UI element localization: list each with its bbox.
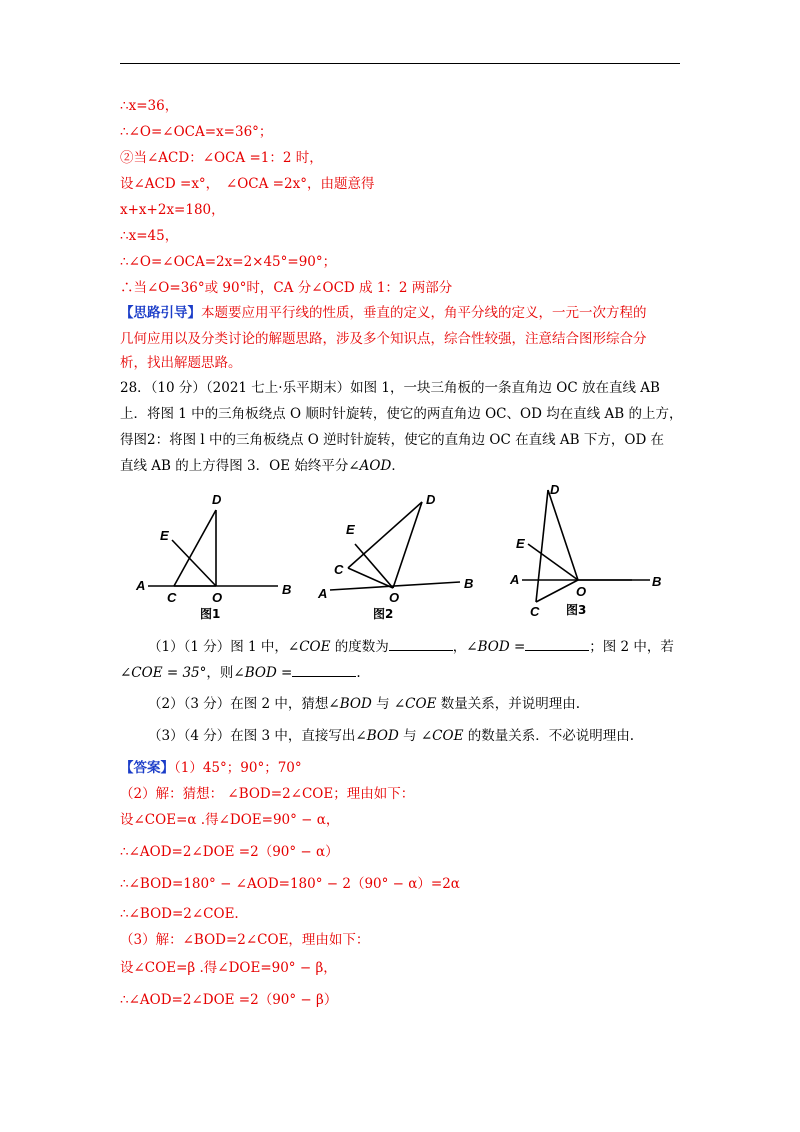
fig1-label-a: A bbox=[136, 578, 146, 593]
fig2-caption: 图2 bbox=[373, 607, 394, 621]
q2-text: （2）（3 分）在图 2 中，猜想 bbox=[148, 696, 329, 712]
angle-bod: ∠BOD = bbox=[233, 665, 293, 681]
question-2 bbox=[148, 694, 580, 714]
answer-line: （2）解：猜想： ∠BOD=2∠COE；理由如下： bbox=[120, 786, 415, 802]
answer-blank[interactable] bbox=[292, 662, 356, 677]
answer-line: ∴∠AOD=2∠DOE =2（90° − α） bbox=[120, 844, 339, 860]
solution-line: ②当∠ACD：∠OCA =1：2 时， bbox=[120, 150, 323, 166]
solution-line: ∴当∠O=36°或 90°时，CA 分∠OCD 成 1：2 两部分 bbox=[120, 280, 453, 296]
solution-line: ∴∠O=∠OCA=x=36°； bbox=[120, 124, 273, 140]
figure-2 bbox=[330, 502, 460, 590]
q3-text: （3）（4 分）在图 3 中，直接写出 bbox=[148, 728, 356, 744]
q3-text: 与 bbox=[398, 728, 421, 744]
guide-paragraph-line-1 bbox=[120, 303, 647, 323]
fig2-label-d: D bbox=[426, 492, 436, 507]
angle-coe: ∠COE bbox=[420, 728, 464, 744]
problem-text: 直线 AB 的上方得图 3．OE 始终平分 bbox=[120, 458, 349, 474]
answer-line-1 bbox=[120, 758, 302, 778]
answer-line: 设∠COE=α .得∠DOE=90° − α， bbox=[120, 812, 340, 828]
q1-text: ，则 bbox=[206, 665, 234, 681]
triangle-leg-od bbox=[548, 490, 578, 580]
fig3-label-c: C bbox=[530, 604, 540, 619]
solution-line: x+x+2x=180， bbox=[120, 202, 225, 218]
q1-text: （1）（1 分）图 1 中， bbox=[148, 639, 288, 655]
solution-line: ∴x=36， bbox=[120, 98, 179, 114]
fig2-label-e: E bbox=[346, 522, 355, 537]
fig3-label-b: B bbox=[652, 574, 662, 589]
answer-line: ∴∠BOD=2∠COE. bbox=[120, 906, 239, 922]
answer-line: （3）解：∠BOD=2∠COE，理由如下： bbox=[120, 932, 370, 948]
fig2-label-o: O bbox=[389, 590, 400, 605]
solution-line: ∴x=45， bbox=[120, 228, 179, 244]
angle-coe: ∠COE bbox=[287, 639, 331, 655]
problem-line-3: 得图2：将图 l 中的三角板绕点 O 逆时针旋转，使它的直角边 OC 在直线 AB 下方，OD 在 bbox=[120, 432, 665, 448]
solution-line: ∴∠O=∠OCA=2x=2×45°=90°； bbox=[120, 254, 337, 270]
question-3 bbox=[148, 726, 634, 746]
triangle-leg-oc bbox=[348, 568, 393, 588]
triangle-leg-cd bbox=[536, 490, 548, 602]
question-1-line-2 bbox=[120, 662, 361, 683]
q1-text: ， bbox=[452, 639, 467, 655]
fig1-label-o: O bbox=[212, 590, 223, 605]
guide-paragraph-line-2: 几何应用以及分类讨论的解题思路，涉及多个知识点，综合性较强，注意结合图形综合分 bbox=[120, 331, 647, 347]
problem-line-2: 上．将图 1 中的三角板绕点 O 顺时针旋转，使它的两直角边 OC、OD 均在直线 AB 的上方， bbox=[120, 406, 683, 422]
fig2-label-a: A bbox=[318, 586, 328, 601]
problem-line-4 bbox=[120, 456, 405, 476]
fig3-label-a: A bbox=[510, 572, 520, 587]
angle-bod: ∠BOD bbox=[355, 728, 399, 744]
guide-text: 本题要应用平行线的性质，垂直的定义，角平分线的定义，一元一次方程的 bbox=[201, 305, 647, 321]
triangle-leg-oc bbox=[536, 580, 578, 602]
angle-bod: ∠BOD = bbox=[466, 639, 526, 655]
figure-1 bbox=[148, 510, 278, 586]
q2-text: 与 bbox=[371, 696, 394, 712]
fig3-label-e: E bbox=[516, 536, 525, 551]
angle-aod: ∠AOD bbox=[348, 458, 392, 474]
q1-text: . bbox=[356, 665, 361, 681]
guide-paragraph-line-3: 析，找出解题思路。 bbox=[120, 355, 242, 371]
q1-text: ；图 2 中，若 bbox=[589, 639, 674, 655]
answer-line: 设∠COE=β .得∠DOE=90° − β， bbox=[120, 960, 337, 976]
answer-line: ∴∠AOD=2∠DOE =2（90° − β） bbox=[120, 992, 338, 1008]
bisector-oe bbox=[528, 544, 578, 580]
q3-text: 的数量关系．不必说明理由. bbox=[463, 728, 635, 744]
answer-tag: 【答案】 bbox=[120, 760, 174, 776]
q1-text: 的度数为 bbox=[330, 639, 389, 655]
figures-panel bbox=[130, 482, 690, 622]
header-rule bbox=[120, 63, 680, 64]
angle-bod: ∠BOD bbox=[328, 696, 372, 712]
bisector-oe bbox=[355, 544, 393, 588]
answer-blank[interactable] bbox=[389, 636, 453, 651]
fig1-label-c: C bbox=[167, 590, 177, 605]
fig2-label-c: C bbox=[334, 562, 344, 577]
answer-text: （1）45°；90°；70° bbox=[174, 760, 302, 776]
answer-blank[interactable] bbox=[525, 636, 589, 651]
fig3-caption: 图3 bbox=[566, 603, 587, 617]
fig1-label-d: D bbox=[212, 492, 222, 507]
fig3-label-d: D bbox=[550, 482, 560, 497]
answer-line: ∴∠BOD=180° − ∠AOD=180° − 2（90° − α）=2α bbox=[120, 876, 460, 892]
fig1-label-b: B bbox=[282, 582, 292, 597]
period: ． bbox=[391, 458, 405, 474]
fig2-label-b: B bbox=[464, 576, 474, 591]
angle-coe: ∠COE bbox=[393, 696, 437, 712]
solution-line: 设∠ACD =x°， ∠OCA =2x°，由题意得 bbox=[120, 176, 375, 192]
fig1-label-e: E bbox=[160, 528, 169, 543]
angle-coe-given: ∠COE = 35° bbox=[120, 665, 207, 681]
q2-text: 数量关系，并说明理由. bbox=[436, 696, 581, 712]
fig1-caption: 图1 bbox=[200, 607, 221, 621]
question-1-line-1 bbox=[148, 636, 674, 657]
problem-line-1: 28．（10 分）（2021 七上·乐平期末）如图 1，一块三角板的一条直角边 OC 放在直线 AB bbox=[120, 380, 660, 396]
guide-tag: 【思路引导】 bbox=[120, 305, 201, 321]
fig3-label-o: O bbox=[576, 584, 587, 599]
